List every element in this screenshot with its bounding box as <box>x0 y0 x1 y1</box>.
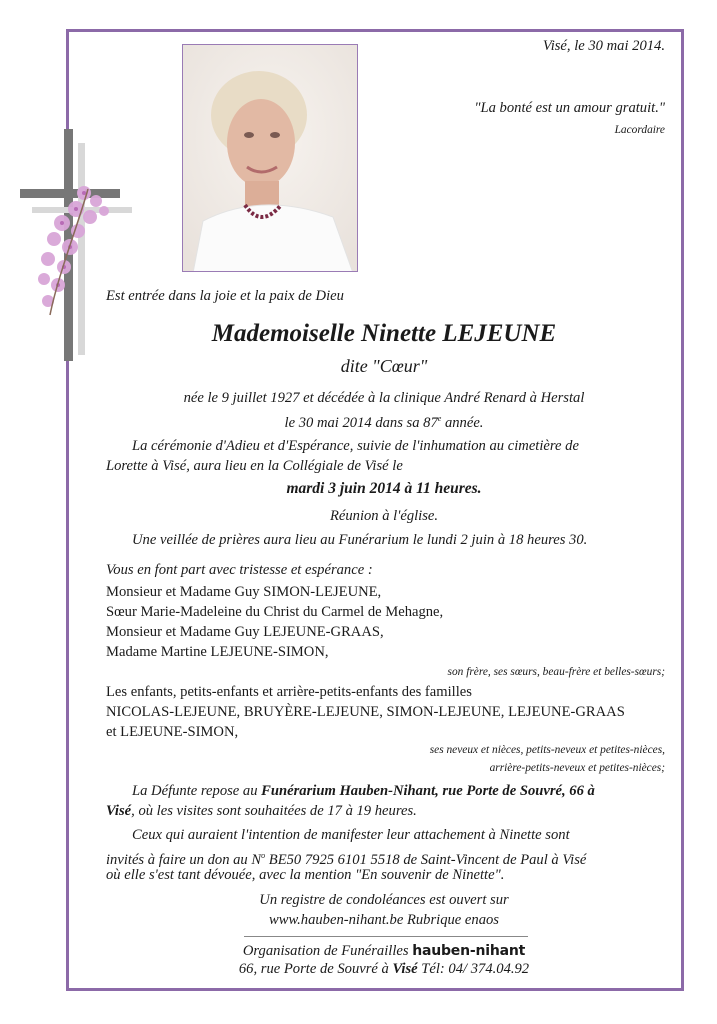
footer-divider <box>244 936 528 937</box>
family-member: Monsieur et Madame Guy LEJEUNE-GRAAS, <box>106 624 384 640</box>
place-date: Visé, le 30 mai 2014. <box>542 38 665 54</box>
children-line: et LEJEUNE-SIMON, <box>106 724 239 740</box>
quote: "La bonté est un amour gratuit." <box>474 100 665 116</box>
ceremony-line-1: La cérémonie d'Adieu et d'Espérance, suivie de l'inhumation au cimetière de <box>132 438 579 454</box>
children-line: Les enfants, petits-enfants et arrière-petits-enfants des familles <box>106 684 472 700</box>
repose-line-2: Visé, où les visites sont souhaitées de 17 à 19 heures. <box>106 803 417 819</box>
registry-line-1: Un registre de condoléances est ouvert sur <box>259 892 509 908</box>
quote-author: Lacordaire <box>614 124 665 136</box>
intro-text: Est entrée dans la joie et la paix de Dieu <box>106 288 344 304</box>
portrait-photo <box>182 44 358 272</box>
repose-line-1: La Défunte repose au Funérarium Hauben-Nihant, rue Porte de Souvré, 66 à <box>132 783 595 799</box>
family-intro: Vous en font part avec tristesse et espérance : <box>106 562 373 578</box>
death-date-line: le 30 mai 2014 dans sa 87e année. <box>284 414 484 431</box>
vigil-text: Une veillée de prières aura lieu au Funérarium le lundi 2 juin à 18 heures 30. <box>132 532 588 548</box>
family-relation-2a: ses neveux et nièces, petits-neveux et petites-nièces, <box>429 744 665 756</box>
family-relation-1: son frère, ses sœurs, beau-frère et belles-sœurs; <box>447 666 665 678</box>
donation-line-2: invités à faire un don au $N^o$ BE50 7925 6101 5518 de Saint-Vincent de Paul à Visé <box>106 851 587 868</box>
birth-death-line: née le 9 juillet 1927 et décédée à la clinique André Renard à Herstal <box>183 390 585 406</box>
church-meeting: Réunion à l'église. <box>329 508 439 524</box>
donation-line-1: Ceux qui auraient l'intention de manifester leur attachement à Ninette sont <box>132 827 570 843</box>
ceremony-date: mardi 3 juin 2014 à 11 heures. <box>286 480 482 497</box>
children-line: NICOLAS-LEJEUNE, BRUYÈRE-LEJEUNE, SIMON-LEJEUNE, LEJEUNE-GRAAS <box>106 704 625 720</box>
donation-line-3: où elle s'est tant dévouée, avec la mention "En souvenir de Ninette". <box>106 867 505 883</box>
ceremony-line-2: Lorette à Visé, aura lieu en la Collégiale de Visé le <box>106 458 403 474</box>
family-member: Monsieur et Madame Guy SIMON-LEJEUNE, <box>106 584 382 600</box>
family-member: Sœur Marie-Madeleine du Christ du Carmel de Mehagne, <box>106 604 444 620</box>
family-member: Madame Martine LEJEUNE-SIMON, <box>106 644 329 660</box>
family-relation-2b: arrière-petits-neveux et petites-nièces; <box>489 762 665 774</box>
footer-organisation: Organisation de Funérailles hauben-nihant <box>242 943 526 959</box>
deceased-nickname: dite "Cœur" <box>340 356 428 376</box>
deceased-name: Mademoiselle Ninette LEJEUNE <box>211 320 557 347</box>
registry-link[interactable]: www.hauben-nihant.be Rubrique enaos <box>269 912 499 928</box>
footer-address: 66, rue Porte de Souvré à Visé Tél: 04/ 374.04.92 <box>238 961 530 977</box>
brand-logo-text: hauben-nihant <box>412 943 526 959</box>
